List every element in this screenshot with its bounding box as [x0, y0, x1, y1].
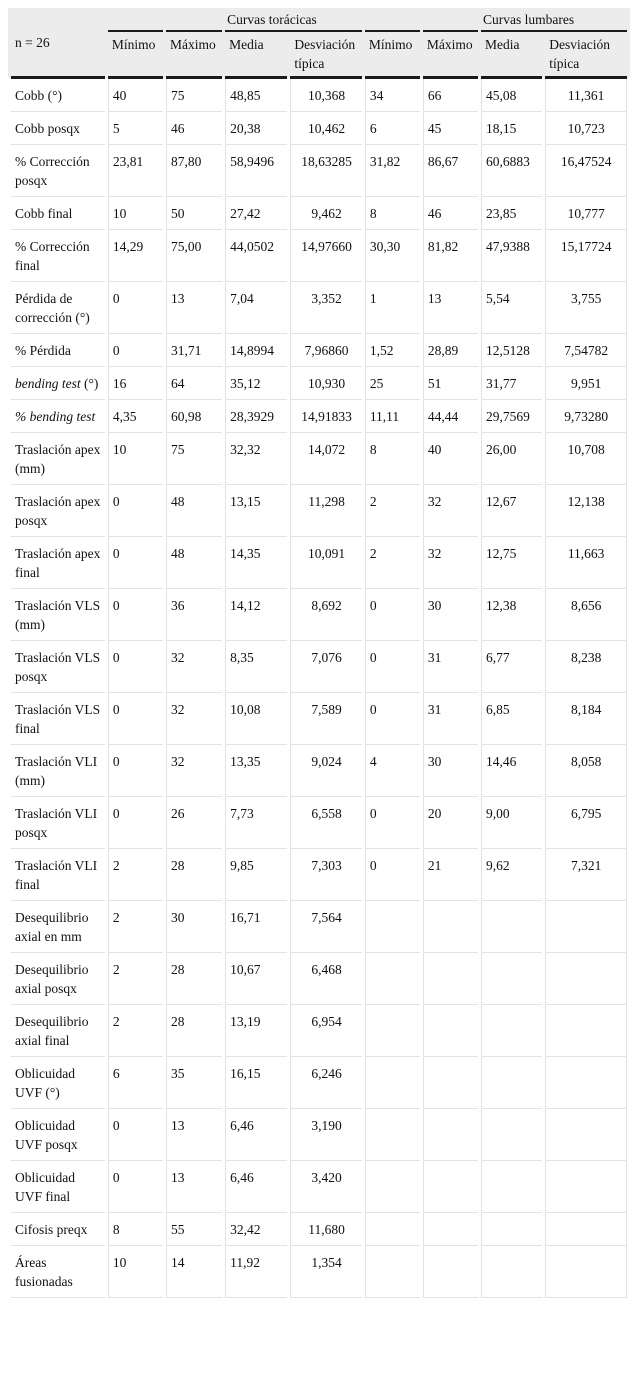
- cell-value: 6,954: [290, 1005, 361, 1057]
- cell-value: 10,777: [545, 197, 627, 230]
- cell-value: 0: [108, 282, 163, 334]
- cell-value: 8: [108, 1213, 163, 1246]
- cell-value: 13,35: [225, 745, 287, 797]
- row-label: Traslación VLS posqx: [11, 641, 105, 693]
- cell-value: 14,12: [225, 589, 287, 641]
- group-curvas-toracicas: Curvas torácicas: [225, 8, 362, 32]
- row-label: Desequilibrio axial final: [11, 1005, 105, 1057]
- cell-value: 14,97660: [290, 230, 361, 282]
- cell-value: 44,0502: [225, 230, 287, 282]
- cell-value: 8,058: [545, 745, 627, 797]
- cell-value: 7,73: [225, 797, 287, 849]
- cell-value: 8,35: [225, 641, 287, 693]
- cell-value: 10,462: [290, 112, 361, 145]
- cell-value: 32: [166, 745, 222, 797]
- group-spacer: [365, 8, 420, 32]
- row-label: bending test (°): [11, 367, 105, 400]
- cell-value: [545, 901, 627, 953]
- cell-value: 4,35: [108, 400, 163, 433]
- cell-value: 31,71: [166, 334, 222, 367]
- cell-value: [545, 1213, 627, 1246]
- cell-value: 13,15: [225, 485, 287, 537]
- cell-value: 3,755: [545, 282, 627, 334]
- n-label: n = 26: [11, 8, 105, 79]
- cell-value: 12,138: [545, 485, 627, 537]
- cell-value: 14,46: [481, 745, 542, 797]
- cell-value: 10,723: [545, 112, 627, 145]
- row-label: Traslación apex final: [11, 537, 105, 589]
- cell-value: 60,6883: [481, 145, 542, 197]
- cell-value: [365, 1005, 420, 1057]
- table-row: [11, 433, 627, 485]
- table-row: [11, 1109, 627, 1161]
- cell-value: 18,15: [481, 112, 542, 145]
- cell-value: 13,19: [225, 1005, 287, 1057]
- cell-value: 46: [423, 197, 478, 230]
- cell-value: 10: [108, 433, 163, 485]
- cell-value: 31,82: [365, 145, 420, 197]
- cell-value: 75,00: [166, 230, 222, 282]
- row-label: % Corrección posqx: [11, 145, 105, 197]
- cell-value: 30: [166, 901, 222, 953]
- cell-value: [365, 953, 420, 1005]
- table-row: [11, 849, 627, 901]
- cell-value: [545, 1246, 627, 1298]
- cell-value: 5,54: [481, 282, 542, 334]
- col-header-minimo-toracica: Mínimo: [108, 32, 163, 79]
- cell-value: 9,00: [481, 797, 542, 849]
- col-header-desviacion-lumbar: Desviación típica: [545, 32, 627, 79]
- table-row: [11, 367, 627, 400]
- cell-value: 10,930: [290, 367, 361, 400]
- table-row: [11, 1057, 627, 1109]
- row-label: Oblicuidad UVF (°): [11, 1057, 105, 1109]
- cell-value: 11,680: [290, 1213, 361, 1246]
- cell-value: 12,75: [481, 537, 542, 589]
- row-label: Traslación VLS (mm): [11, 589, 105, 641]
- cell-value: 0: [108, 485, 163, 537]
- cell-value: 34: [365, 79, 420, 112]
- cell-value: [365, 1109, 420, 1161]
- statistics-table: [8, 8, 630, 1298]
- row-label: Oblicuidad UVF final: [11, 1161, 105, 1213]
- cell-value: 35,12: [225, 367, 287, 400]
- table-row: [11, 1161, 627, 1213]
- cell-value: [423, 1005, 478, 1057]
- cell-value: 40: [423, 433, 478, 485]
- table-row: [11, 334, 627, 367]
- cell-value: 28: [166, 1005, 222, 1057]
- cell-value: 11,92: [225, 1246, 287, 1298]
- cell-value: 87,80: [166, 145, 222, 197]
- cell-value: 13: [166, 1109, 222, 1161]
- cell-value: 32: [166, 641, 222, 693]
- row-label: % bending test: [11, 400, 105, 433]
- cell-value: 1,52: [365, 334, 420, 367]
- cell-value: 26,00: [481, 433, 542, 485]
- cell-value: 21: [423, 849, 478, 901]
- col-header-maximo-lumbar: Máximo: [423, 32, 478, 79]
- cell-value: [481, 1161, 542, 1213]
- table-row: [11, 693, 627, 745]
- cell-value: 28: [166, 953, 222, 1005]
- cell-value: 12,5128: [481, 334, 542, 367]
- cell-value: 2: [108, 849, 163, 901]
- cell-value: 8,656: [545, 589, 627, 641]
- cell-value: [423, 901, 478, 953]
- cell-value: 7,321: [545, 849, 627, 901]
- cell-value: [481, 953, 542, 1005]
- cell-value: 86,67: [423, 145, 478, 197]
- cell-value: 10,091: [290, 537, 361, 589]
- cell-value: 45,08: [481, 79, 542, 112]
- cell-value: 6: [365, 112, 420, 145]
- cell-value: 0: [108, 1109, 163, 1161]
- group-spacer: [423, 8, 478, 32]
- cell-value: 10,368: [290, 79, 361, 112]
- cell-value: 30: [423, 745, 478, 797]
- table-row: [11, 641, 627, 693]
- cell-value: 7,04: [225, 282, 287, 334]
- cell-value: 0: [108, 1161, 163, 1213]
- cell-value: 7,589: [290, 693, 361, 745]
- cell-value: 30: [423, 589, 478, 641]
- cell-value: 12,38: [481, 589, 542, 641]
- cell-value: [481, 1005, 542, 1057]
- cell-value: 0: [365, 641, 420, 693]
- cell-value: 46: [166, 112, 222, 145]
- cell-value: [423, 1161, 478, 1213]
- cell-value: 0: [365, 849, 420, 901]
- group-header-row: [11, 8, 627, 32]
- cell-value: 0: [365, 589, 420, 641]
- table-row: [11, 589, 627, 641]
- cell-value: 6,46: [225, 1109, 287, 1161]
- cell-value: 31,77: [481, 367, 542, 400]
- group-curvas-lumbares: Curvas lumbares: [481, 8, 627, 32]
- cell-value: 6,77: [481, 641, 542, 693]
- cell-value: 7,303: [290, 849, 361, 901]
- cell-value: 81,82: [423, 230, 478, 282]
- cell-value: 44,44: [423, 400, 478, 433]
- cell-value: 31: [423, 641, 478, 693]
- cell-value: 2: [365, 537, 420, 589]
- cell-value: 16,47524: [545, 145, 627, 197]
- cell-value: 6,558: [290, 797, 361, 849]
- cell-value: [545, 953, 627, 1005]
- cell-value: 2: [108, 1005, 163, 1057]
- cell-value: 51: [423, 367, 478, 400]
- row-label: % Pérdida: [11, 334, 105, 367]
- cell-value: [481, 901, 542, 953]
- cell-value: 10,08: [225, 693, 287, 745]
- cell-value: 32,32: [225, 433, 287, 485]
- cell-value: 13: [423, 282, 478, 334]
- cell-value: 48: [166, 485, 222, 537]
- table-row: [11, 901, 627, 953]
- row-label: Áreas fusionadas: [11, 1246, 105, 1298]
- cell-value: 6,795: [545, 797, 627, 849]
- cell-value: 10,708: [545, 433, 627, 485]
- cell-value: 14,29: [108, 230, 163, 282]
- cell-value: [423, 1109, 478, 1161]
- cell-value: 4: [365, 745, 420, 797]
- cell-value: 6: [108, 1057, 163, 1109]
- cell-value: 2: [108, 953, 163, 1005]
- cell-value: 13: [166, 282, 222, 334]
- cell-value: 26: [166, 797, 222, 849]
- cell-value: 45: [423, 112, 478, 145]
- row-label: % Corrección final: [11, 230, 105, 282]
- row-label: Pérdida de corrección (°): [11, 282, 105, 334]
- cell-value: 0: [108, 745, 163, 797]
- cell-value: 23,85: [481, 197, 542, 230]
- cell-value: 20: [423, 797, 478, 849]
- table-row: [11, 797, 627, 849]
- cell-value: 7,564: [290, 901, 361, 953]
- cell-value: 32: [423, 485, 478, 537]
- cell-value: 1,354: [290, 1246, 361, 1298]
- cell-value: 9,024: [290, 745, 361, 797]
- cell-value: [365, 1161, 420, 1213]
- cell-value: 48,85: [225, 79, 287, 112]
- table-row: [11, 745, 627, 797]
- table-row: [11, 953, 627, 1005]
- cell-value: 58,9496: [225, 145, 287, 197]
- cell-value: 9,85: [225, 849, 287, 901]
- cell-value: 11,361: [545, 79, 627, 112]
- cell-value: 10: [108, 1246, 163, 1298]
- cell-value: 2: [365, 485, 420, 537]
- statistics-table-container: [8, 8, 630, 1298]
- cell-value: 0: [108, 797, 163, 849]
- table-row: [11, 145, 627, 197]
- cell-value: [545, 1005, 627, 1057]
- col-header-media-toracica: Media: [225, 32, 287, 79]
- table-row: [11, 282, 627, 334]
- row-label: Desequilibrio axial posqx: [11, 953, 105, 1005]
- row-label: Traslación VLI final: [11, 849, 105, 901]
- cell-value: 7,96860: [290, 334, 361, 367]
- cell-value: [423, 1213, 478, 1246]
- cell-value: 32: [166, 693, 222, 745]
- group-spacer: [108, 8, 163, 32]
- cell-value: 75: [166, 79, 222, 112]
- cell-value: 3,190: [290, 1109, 361, 1161]
- cell-value: 60,98: [166, 400, 222, 433]
- row-label: Oblicuidad UVF posqx: [11, 1109, 105, 1161]
- cell-value: 6,46: [225, 1161, 287, 1213]
- cell-value: [481, 1057, 542, 1109]
- cell-value: [545, 1057, 627, 1109]
- row-label: Desequilibrio axial en mm: [11, 901, 105, 953]
- row-label: Traslación VLI posqx: [11, 797, 105, 849]
- cell-value: 55: [166, 1213, 222, 1246]
- table-row: [11, 1246, 627, 1298]
- cell-value: 40: [108, 79, 163, 112]
- cell-value: 2: [108, 901, 163, 953]
- cell-value: 3,420: [290, 1161, 361, 1213]
- cell-value: 8,238: [545, 641, 627, 693]
- row-label: Cobb posqx: [11, 112, 105, 145]
- row-label: Traslación VLI (mm): [11, 745, 105, 797]
- cell-value: 0: [108, 334, 163, 367]
- cell-value: 11,663: [545, 537, 627, 589]
- cell-value: 48: [166, 537, 222, 589]
- table-row: [11, 400, 627, 433]
- cell-value: 1: [365, 282, 420, 334]
- cell-value: 15,17724: [545, 230, 627, 282]
- cell-value: 9,462: [290, 197, 361, 230]
- row-label: Cobb (°): [11, 79, 105, 112]
- cell-value: 25: [365, 367, 420, 400]
- table-row: [11, 197, 627, 230]
- group-spacer: [166, 8, 222, 32]
- cell-value: 5: [108, 112, 163, 145]
- cell-value: 14,91833: [290, 400, 361, 433]
- cell-value: 27,42: [225, 197, 287, 230]
- table-row: [11, 485, 627, 537]
- cell-value: [481, 1213, 542, 1246]
- cell-value: 12,67: [481, 485, 542, 537]
- cell-value: 6,246: [290, 1057, 361, 1109]
- row-label: Traslación apex (mm): [11, 433, 105, 485]
- cell-value: 64: [166, 367, 222, 400]
- cell-value: 9,62: [481, 849, 542, 901]
- cell-value: 28,89: [423, 334, 478, 367]
- cell-value: 8,692: [290, 589, 361, 641]
- cell-value: 14,072: [290, 433, 361, 485]
- cell-value: [365, 1213, 420, 1246]
- cell-value: 14,8994: [225, 334, 287, 367]
- table-row: [11, 230, 627, 282]
- cell-value: 9,73280: [545, 400, 627, 433]
- cell-value: 32: [423, 537, 478, 589]
- cell-value: [423, 953, 478, 1005]
- cell-value: 31: [423, 693, 478, 745]
- cell-value: 50: [166, 197, 222, 230]
- table-row: [11, 1213, 627, 1246]
- cell-value: 23,81: [108, 145, 163, 197]
- cell-value: 11,298: [290, 485, 361, 537]
- cell-value: 75: [166, 433, 222, 485]
- cell-value: 29,7569: [481, 400, 542, 433]
- cell-value: 66: [423, 79, 478, 112]
- cell-value: 16,71: [225, 901, 287, 953]
- table-row: [11, 1005, 627, 1057]
- cell-value: [545, 1109, 627, 1161]
- row-label: Cobb final: [11, 197, 105, 230]
- table-row: [11, 79, 627, 112]
- cell-value: 8: [365, 433, 420, 485]
- cell-value: 11,11: [365, 400, 420, 433]
- cell-value: 10: [108, 197, 163, 230]
- row-label: Cifosis preqx: [11, 1213, 105, 1246]
- cell-value: [481, 1246, 542, 1298]
- cell-value: 14: [166, 1246, 222, 1298]
- cell-value: 30,30: [365, 230, 420, 282]
- cell-value: 6,468: [290, 953, 361, 1005]
- cell-value: [423, 1057, 478, 1109]
- cell-value: 14,35: [225, 537, 287, 589]
- cell-value: 28,3929: [225, 400, 287, 433]
- table-row: [11, 537, 627, 589]
- cell-value: 28: [166, 849, 222, 901]
- col-header-maximo-toracica: Máximo: [166, 32, 222, 79]
- cell-value: 0: [108, 693, 163, 745]
- cell-value: 8,184: [545, 693, 627, 745]
- cell-value: 16: [108, 367, 163, 400]
- cell-value: 0: [108, 589, 163, 641]
- cell-value: 0: [108, 641, 163, 693]
- cell-value: 8: [365, 197, 420, 230]
- cell-value: 10,67: [225, 953, 287, 1005]
- cell-value: [481, 1109, 542, 1161]
- table-row: [11, 112, 627, 145]
- cell-value: 36: [166, 589, 222, 641]
- col-header-media-lumbar: Media: [481, 32, 542, 79]
- cell-value: [365, 1057, 420, 1109]
- row-label: Traslación apex posqx: [11, 485, 105, 537]
- col-header-minimo-lumbar: Mínimo: [365, 32, 420, 79]
- cell-value: 32,42: [225, 1213, 287, 1246]
- cell-value: 20,38: [225, 112, 287, 145]
- cell-value: 7,076: [290, 641, 361, 693]
- cell-value: 13: [166, 1161, 222, 1213]
- cell-value: [365, 1246, 420, 1298]
- cell-value: 0: [365, 693, 420, 745]
- cell-value: 7,54782: [545, 334, 627, 367]
- col-header-desviacion-toracica: Desviación típica: [290, 32, 361, 79]
- cell-value: 6,85: [481, 693, 542, 745]
- cell-value: 35: [166, 1057, 222, 1109]
- cell-value: 3,352: [290, 282, 361, 334]
- row-label: Traslación VLS final: [11, 693, 105, 745]
- cell-value: [423, 1246, 478, 1298]
- cell-value: 0: [108, 537, 163, 589]
- table-body: [11, 79, 627, 1298]
- cell-value: 0: [365, 797, 420, 849]
- cell-value: 9,951: [545, 367, 627, 400]
- cell-value: [365, 901, 420, 953]
- cell-value: 16,15: [225, 1057, 287, 1109]
- cell-value: 47,9388: [481, 230, 542, 282]
- cell-value: [545, 1161, 627, 1213]
- cell-value: 18,63285: [290, 145, 361, 197]
